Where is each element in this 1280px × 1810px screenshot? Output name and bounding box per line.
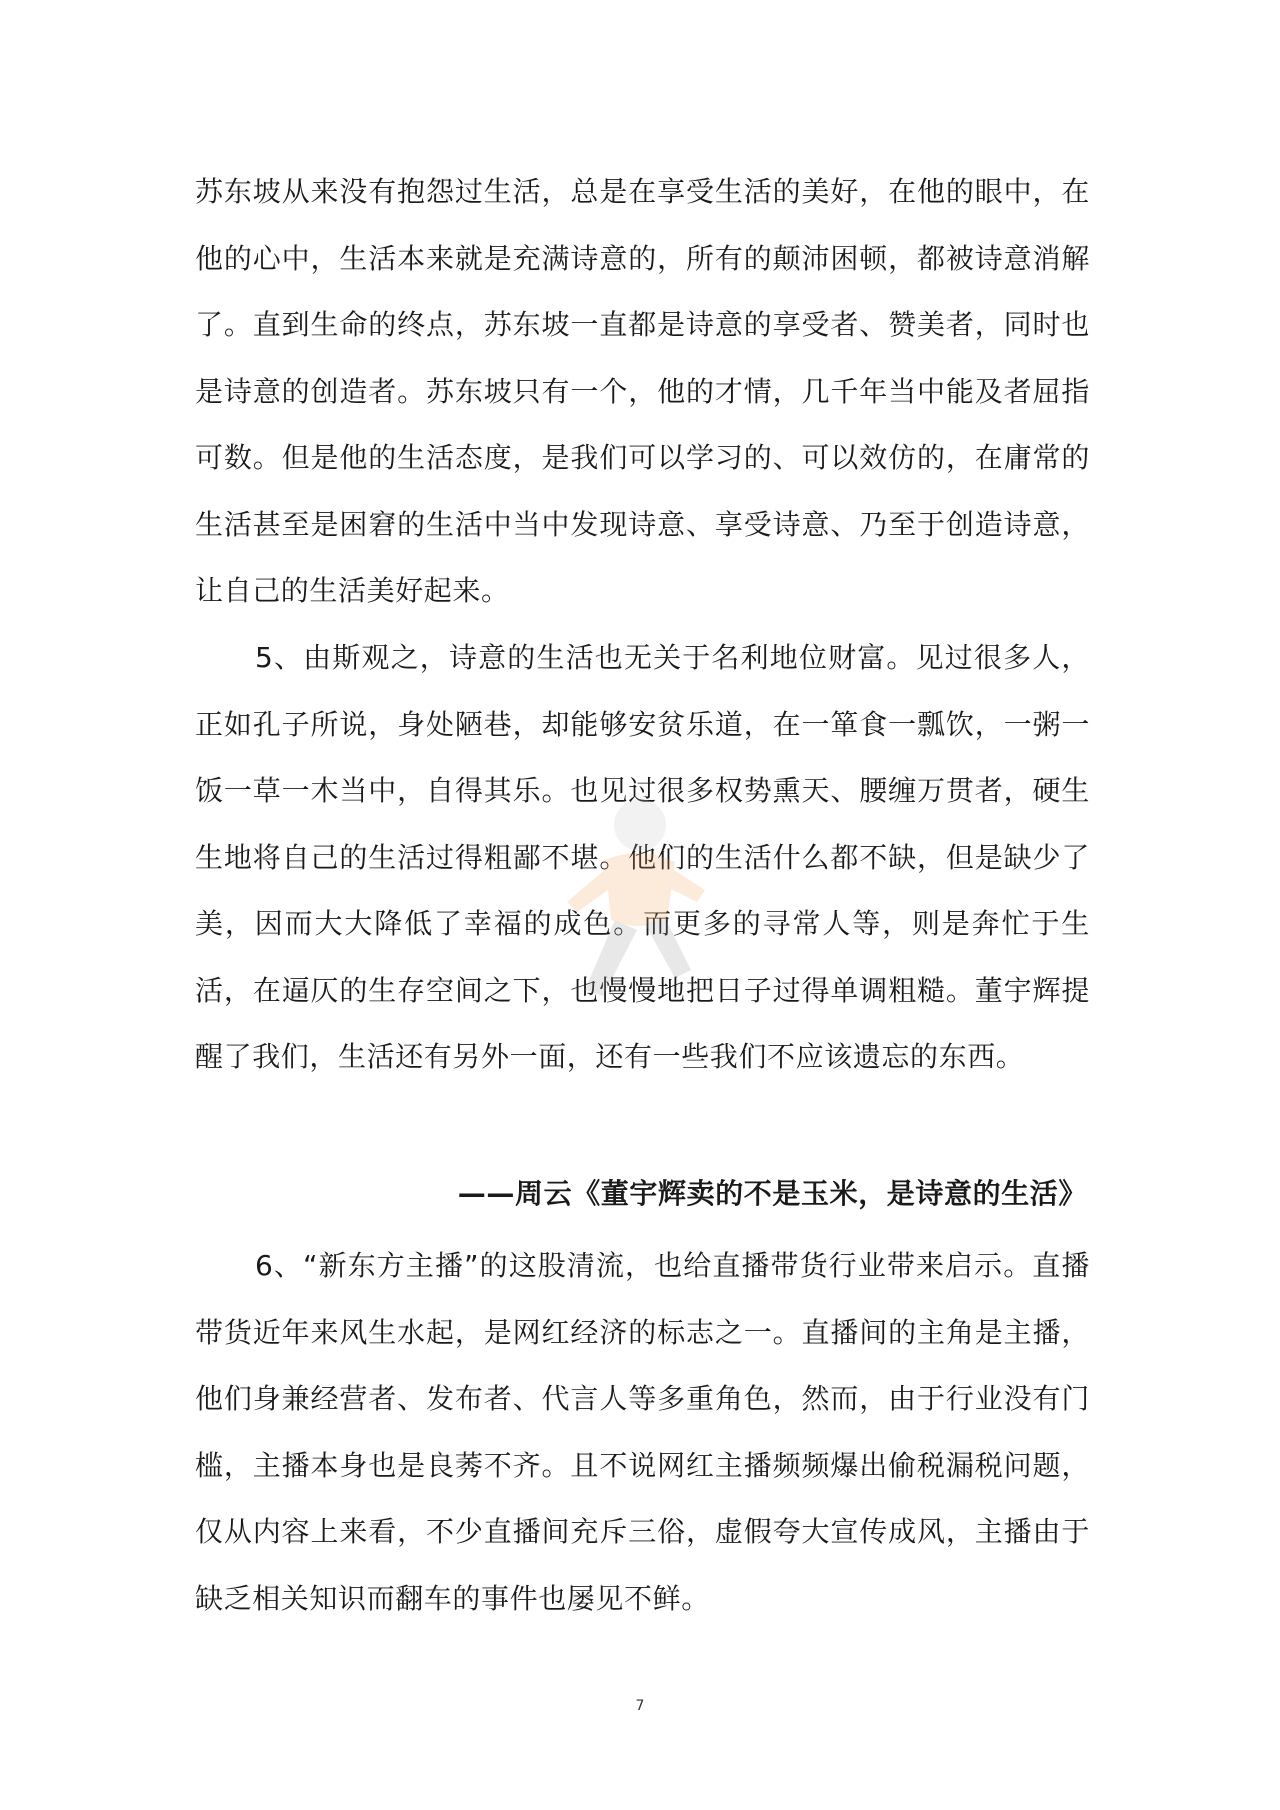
paragraph-su-dongpo: 苏东坡从来没有抱怨过生活，总是在享受生活的美好，在他的眼中，在他的心中，生活本来就是充满诗意的，所有的颠沛困顿，都被诗意消解了。直到生命的终点，苏东坡一直都是诗意的享受者、赞美者，同时也是诗意的创造者。苏东坡只有一个，他的才情，几千年当中能及者屈指可数。但是他的生活态度，是我们可以学习的、可以效仿的，在庸常的生活甚至是困窘的生活中当中发现诗意、享受诗意、乃至于创造诗意，让自己的生活美好起来。	[195, 175, 1090, 607]
paragraph-point-6: 6、“新东方主播”的这股清流，也给直播带货行业带来启示。直播带货近年来风生水起，是网红经济的标志之一。直播间的主角是主播，他们身兼经营者、发布者、代言人等多重角色，然而，由于行业没有门槛，主播本身也是良莠不齐。且不说网红主播频频爆出偷税漏税问题，仅从内容上来看，不少直播间充斥三俗，虚假夸大宣传成风，主播由于缺乏相关知识而翻车的事件也屡见不鲜。	[195, 1249, 1090, 1615]
page-number: 7	[635, 1698, 645, 1714]
source-citation: ——周云《董宇辉卖的不是玉米，是诗意的生活》	[457, 1177, 1087, 1210]
paragraph-point-5: 5、由斯观之，诗意的生活也无关于名利地位财富。见过很多人，正如孔子所说，身处陋巷，却能够安贫乐道，在一箪食一瓢饮，一粥一饭一草一木当中，自得其乐。也见过很多权势熏天、腰缠万贯者，硬生生地将自己的生活过得粗鄙不堪。他们的生活什么都不缺，但是缺少了美，因而大大降低了幸福的成色。而更多的寻常人等，则是奔忙于生活，在逼仄的生存空间之下，也慢慢地把日子过得单调粗糙。董宇辉提醒了我们，生活还有另外一面，还有一些我们不应该遗忘的东西。	[195, 641, 1090, 1073]
